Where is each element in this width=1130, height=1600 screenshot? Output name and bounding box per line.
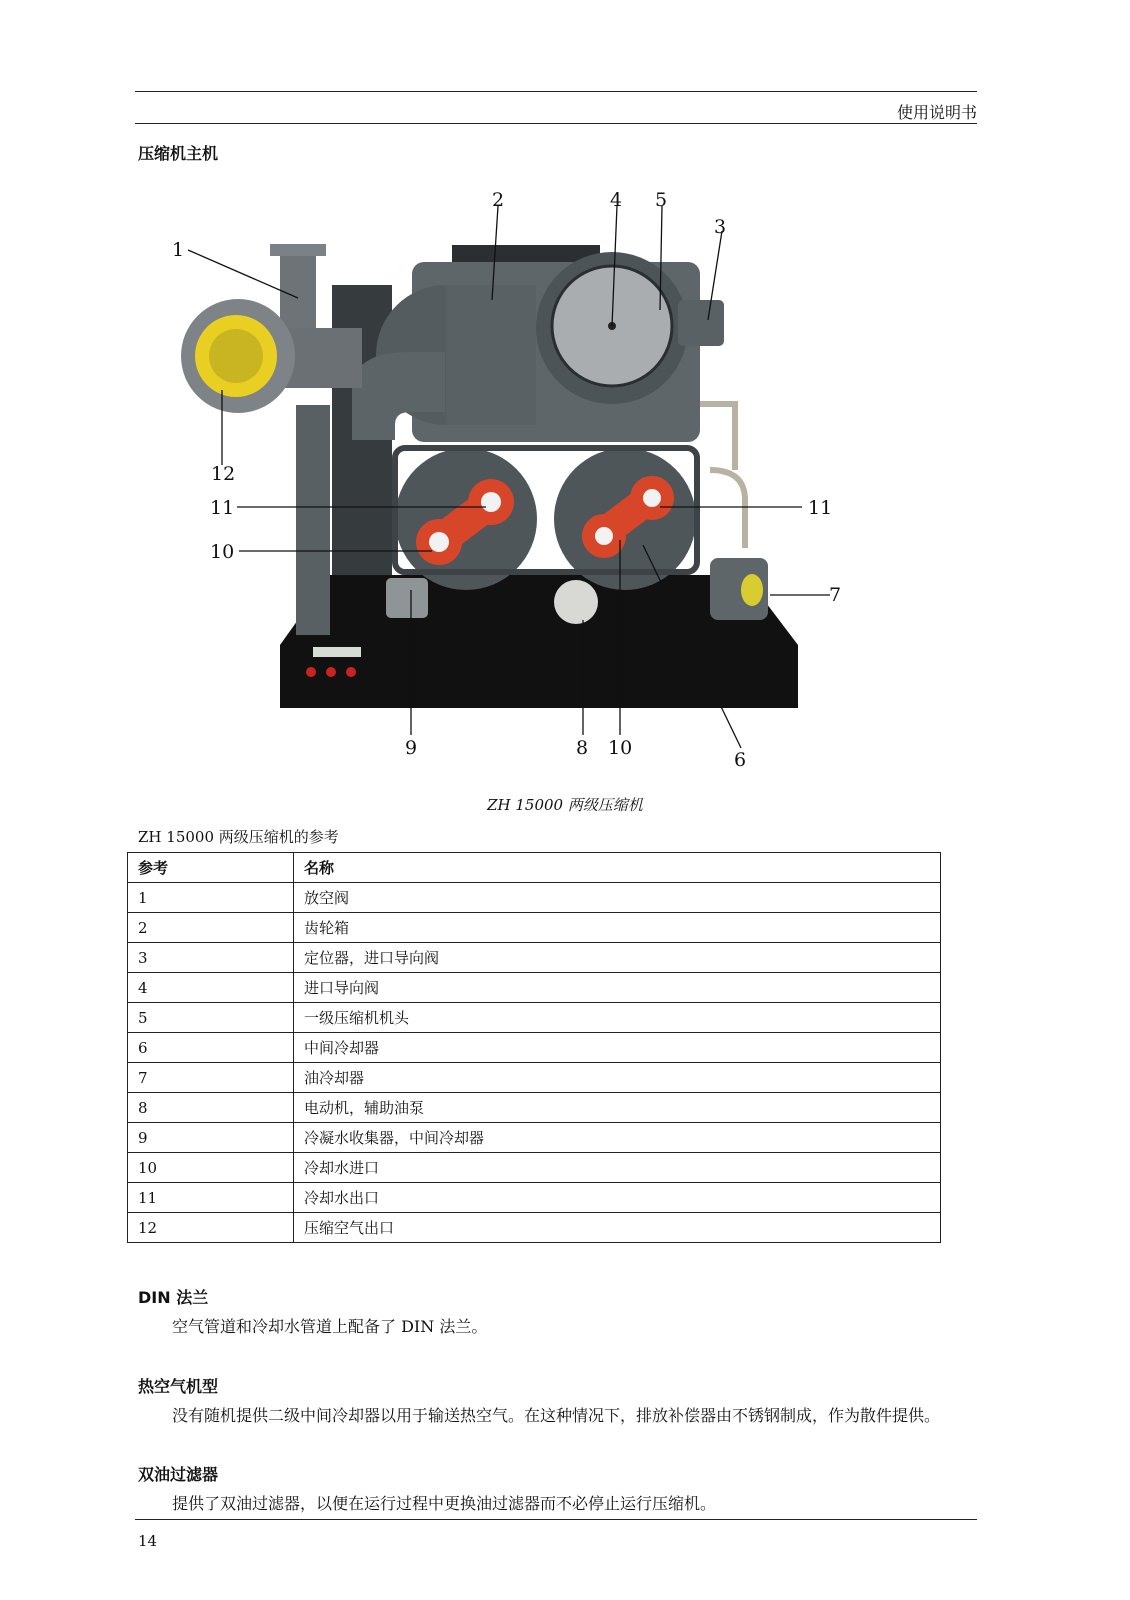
table-row [128,973,941,1003]
outlet-pipe-top-flange [270,244,326,256]
section-title-din-flange: DIN 法兰 [138,1288,209,1307]
name-cell: 冷凝水收集器，中间冷却器 [294,1123,941,1153]
callout-6: 6 [734,749,747,771]
name-cell: 放空阀 [294,883,941,913]
oil-pump-motor [554,580,598,624]
table-row [128,1063,941,1093]
name-cell: 冷却水出口 [294,1183,941,1213]
callout-10-left: 10 [210,541,235,563]
table-row [128,1183,941,1213]
page-number: 14 [138,1532,158,1550]
footer-rule [135,1519,977,1520]
table-row [128,913,941,943]
control-knob [306,667,316,677]
ref-cell: 11 [128,1183,294,1213]
control-panel-display [313,647,361,657]
name-cell: 中间冷却器 [294,1033,941,1063]
oil-pipe [710,470,745,548]
callout-11-left: 11 [210,497,235,519]
table-row [128,1033,941,1063]
figure-caption: ZH 15000 两级压缩机 [487,796,643,814]
name-cell: 进口导向阀 [294,973,941,1003]
oil-pipe [700,404,735,470]
ref-cell: 12 [128,1213,294,1243]
table-row [128,1093,941,1123]
section-text-dual-oil-filter: 提供了双油过滤器，以便在运行过程中更换油过滤器而不必停止运行压缩机。 [172,1494,717,1513]
callout-8: 8 [576,737,589,759]
control-knob [326,667,336,677]
section-text-hot-air: 没有随机提供二级中间冷却器以用于输送热空气。在这种情况下，排放补偿器由不锈钢制成，作为散件提供。 [172,1406,941,1425]
support-pillar [296,405,330,635]
name-cell: 油冷却器 [294,1063,941,1093]
ref-cell: 7 [128,1063,294,1093]
water-inlet-port [595,527,613,545]
oil-cooler-label [741,574,763,606]
control-knob [346,667,356,677]
table-row [128,1003,941,1033]
ref-cell: 9 [128,1123,294,1153]
column-header-name: 名称 [294,853,941,883]
positioner-box [678,300,724,346]
water-outlet-port [643,489,661,507]
callout-11-right: 11 [808,497,833,519]
name-cell: 齿轮箱 [294,913,941,943]
table-row [128,883,941,913]
table-row [128,1153,941,1183]
ref-cell: 4 [128,973,294,1003]
name-cell: 冷却水进口 [294,1153,941,1183]
ref-cell: 3 [128,943,294,973]
callout-4: 4 [610,189,623,211]
name-cell: 压缩空气出口 [294,1213,941,1243]
section-title-dual-oil-filter: 双油过滤器 [138,1465,219,1484]
callout-7: 7 [829,584,842,606]
water-outlet-port [481,492,501,512]
name-cell: 电动机，辅助油泵 [294,1093,941,1123]
callout-10-bottom: 10 [608,737,633,759]
name-cell: 一级压缩机机头 [294,1003,941,1033]
condensate-collector [386,578,428,618]
table-caption: ZH 15000 两级压缩机的参考 [138,828,339,846]
callout-3: 3 [714,216,727,238]
column-header-ref: 参考 [128,853,294,883]
section-text-din-flange: 空气管道和冷却水管道上配备了 DIN 法兰。 [172,1317,488,1336]
water-inlet-port [429,532,449,552]
ref-cell: 2 [128,913,294,943]
compressor-figure [0,0,1130,780]
ref-cell: 1 [128,883,294,913]
reference-table [127,852,941,1243]
gearbox-body [446,285,536,425]
section-title-main: 压缩机主机 [138,144,219,163]
callout-1: 1 [172,239,185,261]
header-title: 使用说明书 [896,103,977,122]
ref-cell: 6 [128,1033,294,1063]
table-header-row [128,853,941,883]
callout-9: 9 [405,737,418,759]
table-row [128,943,941,973]
outlet-pipe-riser [280,250,316,330]
ref-cell: 10 [128,1153,294,1183]
name-cell: 定位器，进口导向阀 [294,943,941,973]
callout-2: 2 [492,189,505,211]
ref-cell: 5 [128,1003,294,1033]
section-title-hot-air: 热空气机型 [138,1377,219,1396]
callout-5: 5 [655,189,668,211]
callout-12: 12 [211,463,236,485]
table-row [128,1123,941,1153]
table-row [128,1213,941,1243]
ref-cell: 8 [128,1093,294,1123]
